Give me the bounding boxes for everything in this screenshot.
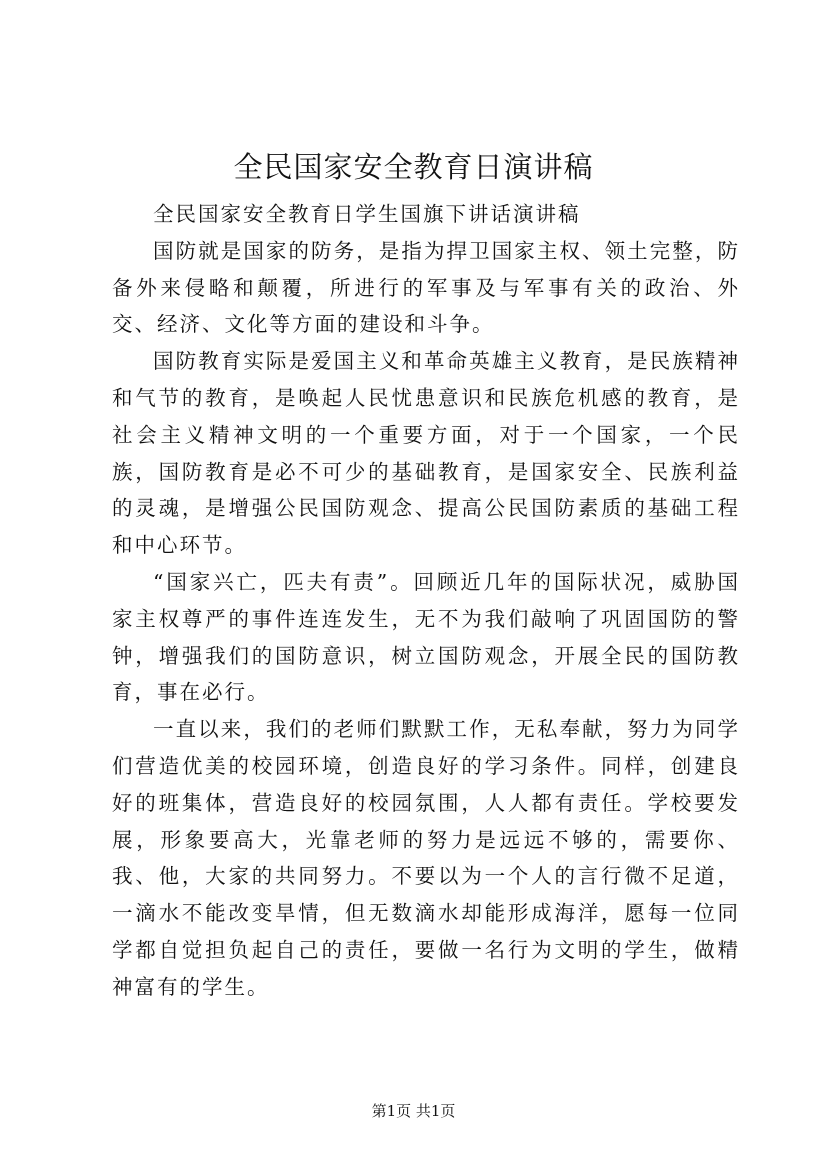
subtitle-paragraph: 全民国家安全教育日学生国旗下讲话演讲稿 xyxy=(153,202,581,226)
page-number-footer: 第1页 共1页 xyxy=(371,1102,456,1120)
body-paragraph: 国防教育实际是爱国主义和革命英雄主义教育，是民族精神和气节的教育，是唤起人民忧患意识和民族危机感的教育，是社会主义精神文明的一个重要方面，对于一个国家，一个民族，国防教育是必不可少的基础教育，是国家安全、民族利益的灵魂，是增强公民国防观念、提高公民国防素质的基础工程和中心环节。 xyxy=(112,349,740,558)
document-title: 全民国家安全教育日演讲稿 xyxy=(233,150,594,184)
document-body xyxy=(112,196,740,1006)
body-paragraph: 一直以来，我们的老师们默默工作，无私奉献，努力为同学们营造优美的校园环境，创造良好的学习条件。同样，创建良好的班集体，营造良好的校园氛围，人人都有责任。学校要发展，形象要高大，光靠老师的努力是远远不够的，需要你、我、他，大家的共同努力。不要以为一个人的言行微不足道，一滴水不能改变旱情，但无数滴水却能形成海洋，愿每一位同学都自觉担负起自己的责任，要做一名行为文明的学生，做精神富有的学生。 xyxy=(112,717,740,999)
body-paragraph: 国防就是国家的防务，是指为捍卫国家主权、领土完整，防备外来侵略和颠覆，所进行的军事及与军事有关的政治、外交、经济、文化等方面的建设和斗争。 xyxy=(112,238,740,337)
body-paragraph: “国家兴亡，匹夫有责”。回顾近几年的国际状况，威胁国家主权尊严的事件连连发生，无不为我们敲响了巩固国防的警钟，增强我们的国防意识，树立国防观念，开展全民的国防教育，事在必行。 xyxy=(112,569,740,705)
